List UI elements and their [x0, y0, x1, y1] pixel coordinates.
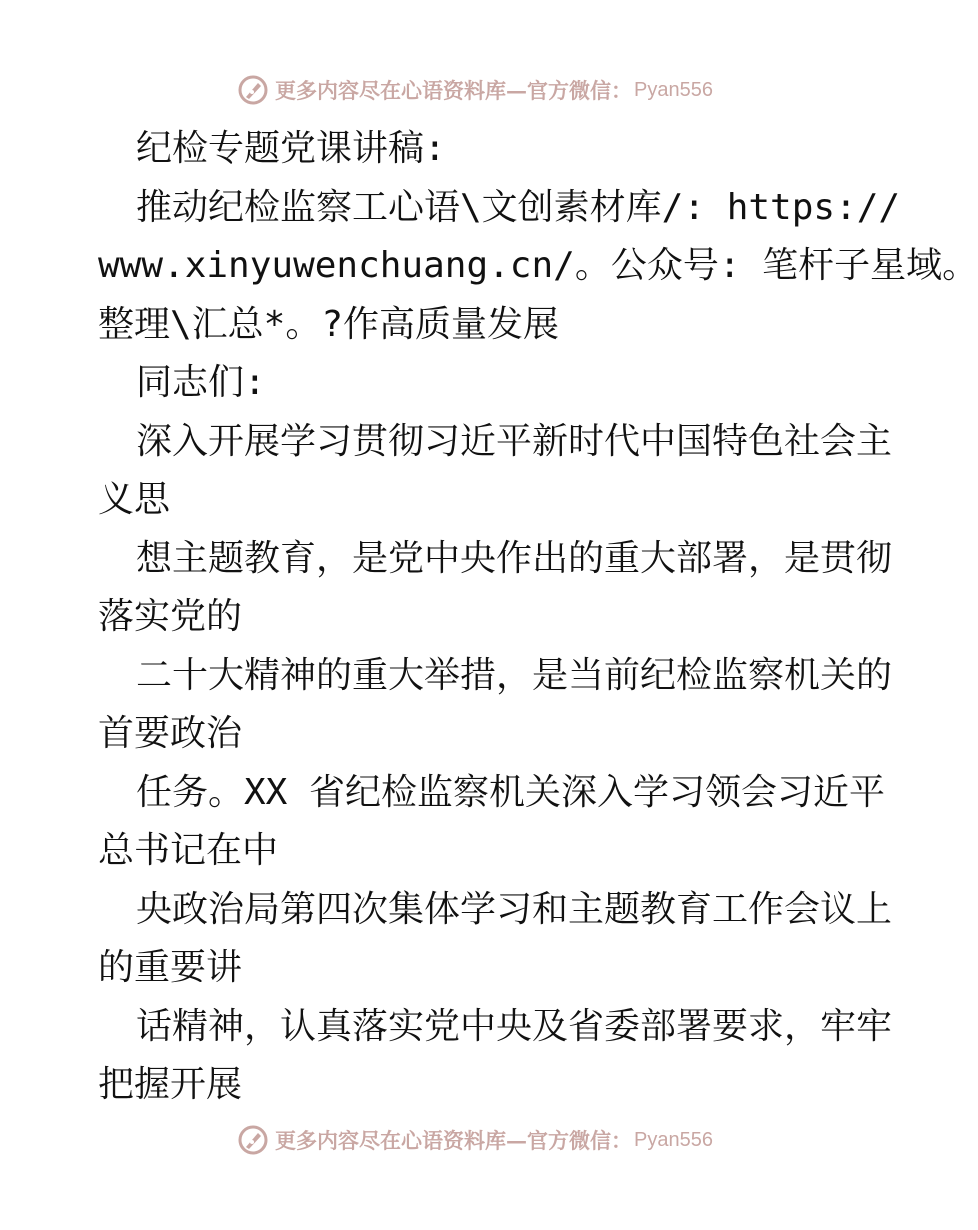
document-line: 的重要讲 — [98, 947, 243, 988]
document-line: 把握开展 — [98, 1064, 243, 1105]
banner-wechat-label: 官方微信： — [527, 1128, 633, 1153]
banner-site-text: 更多内容尽在心语资料库 — [275, 1128, 507, 1153]
banner-wechat-id: Pyan556 — [634, 78, 713, 101]
document-line: 首要政治 — [98, 713, 243, 754]
document-title: 纪检专题党课讲稿: — [136, 128, 446, 169]
banner-wechat-label: 官方微信： — [527, 78, 633, 103]
document-body — [98, 120, 978, 1115]
document-line: 义思 — [98, 479, 171, 520]
document-line: 同志们: — [136, 362, 266, 403]
document-line: www.xinyuwenchuang.cn/。公众号: 笔杆子星域。 — [98, 245, 978, 286]
document-line: 任务。XX 省纪检监察机关深入学习领会习近平 — [136, 771, 886, 813]
banner-dash: — — [506, 77, 528, 103]
document-line: 二十大精神的重大举措，是当前纪检监察机关的 — [136, 654, 893, 696]
document-line: 想主题教育，是党中央作出的重大部署，是贯彻 — [136, 537, 893, 579]
pen-nib-logo-icon — [237, 1124, 269, 1156]
document-line: 深入开展学习贯彻习近平新时代中国特色社会主 — [136, 420, 893, 462]
banner-wechat-id: Pyan556 — [634, 1128, 713, 1151]
document-line: 整理\汇总*。?作高质量发展 — [98, 303, 560, 345]
banner-dash: — — [506, 1127, 528, 1153]
document-line: 总书记在中 — [98, 830, 279, 871]
footer-banner — [0, 1120, 950, 1160]
document-line: 央政治局第四次集体学习和主题教育工作会议上 — [136, 888, 893, 930]
banner-site-text: 更多内容尽在心语资料库 — [275, 78, 507, 103]
header-banner — [0, 70, 950, 110]
document-line: 话精神，认真落实党中央及省委部署要求，牢牢 — [136, 1005, 893, 1047]
pen-nib-logo-icon — [237, 74, 269, 106]
document-line: 落实党的 — [98, 596, 243, 637]
document-line: 推动纪检监察工心语\文创素材库/: https:// — [136, 186, 901, 228]
